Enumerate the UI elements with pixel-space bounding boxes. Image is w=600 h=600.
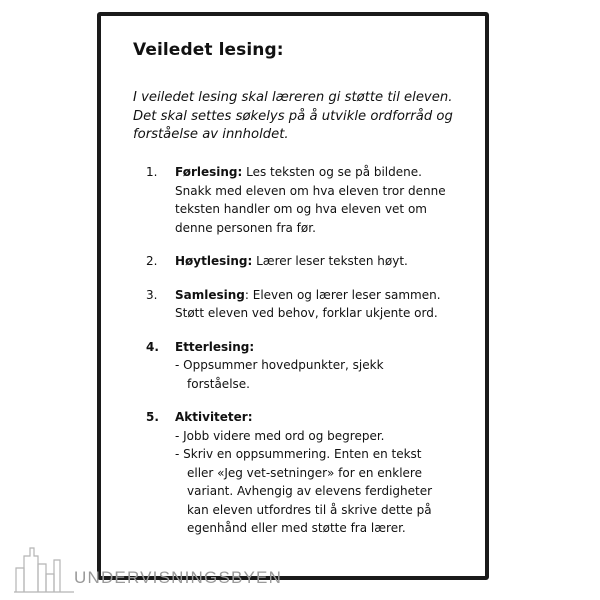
list-item-aktiviteter (146, 408, 446, 538)
item-text: : Eleven og lærer leser sammen. Støtt eleven ved behov, forklar ukjente ord. (175, 287, 441, 320)
list-item-hoytlesing (146, 252, 446, 271)
item-heading: Høytlesing: (175, 254, 253, 268)
item-heading: Førlesing: (175, 165, 243, 179)
item-text: Les teksten og se på bildene. Snakk med eleven om hva eleven tror denne teksten handler om og hva eleven vet om denne personen fra før. (175, 165, 446, 235)
item-heading: Etterlesing: (175, 339, 255, 354)
city-skyline-icon (14, 538, 78, 594)
sub-item: - Oppsummer hovedpunkter, sjekk forståelse. (175, 358, 384, 391)
list-item-samlesing (146, 286, 446, 323)
document-card (97, 12, 489, 580)
watermark-text: UNDERVISNINGSBYEN (74, 568, 283, 587)
list-item-etterlesing (146, 338, 446, 394)
item-heading: Samlesing (175, 287, 245, 302)
page-title: Veiledet lesing: (133, 40, 284, 60)
sub-item: - Skriv en oppsummering. Enten en tekst eller «Jeg vet-setninger» for en enklere variant. Avhengig av elevens ferdigheter kan eleven utfordres til å skrive dette på egenhånd eller med støtte fra lærer. (175, 447, 433, 535)
item-number: 4. (146, 339, 159, 354)
watermark (14, 538, 314, 594)
item-text: Lærer leser teksten høyt. (252, 254, 408, 268)
item-number: 1. (146, 165, 158, 179)
list-item-forlesing (146, 163, 446, 237)
sub-item: - Jobb videre med ord og begreper. (175, 428, 385, 443)
item-heading: Aktiviteter: (175, 410, 253, 424)
item-number: 5. (146, 410, 159, 424)
steps-list (146, 163, 446, 553)
item-number: 3. (146, 287, 158, 302)
intro-text: I veiledet lesing skal læreren gi støtte til eleven. Det skal settes søkelys på å utvikle ordforråd og forståelse av innholdet. (133, 90, 453, 142)
item-number: 2. (146, 254, 158, 268)
